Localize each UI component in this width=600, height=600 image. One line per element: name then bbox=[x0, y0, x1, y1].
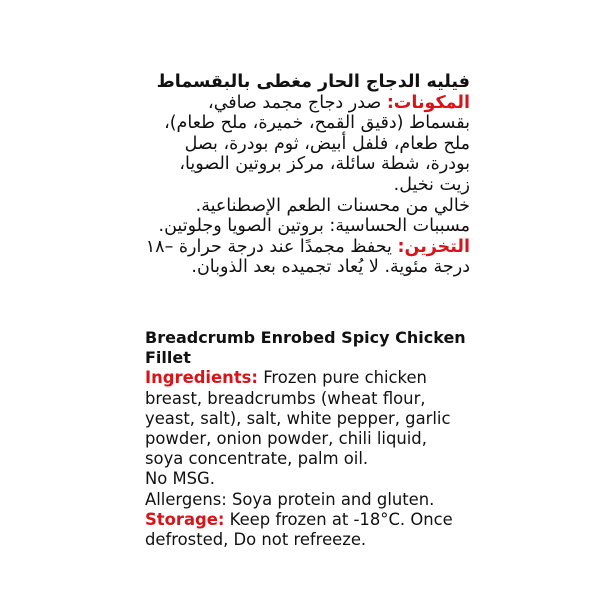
english-product-title: Breadcrumb Enrobed Spicy Chicken Fillet bbox=[145, 328, 466, 368]
arabic-ingredients bbox=[145, 93, 470, 196]
english-storage-heading: Storage: bbox=[145, 509, 225, 529]
arabic-ingredients-text: صدر دجاج مجمد صافي، بقسماط (دقيق القمح، خميرة، ملح طعام)، ملح طعام، فلفل أبيض، ثوم بودرة، بصل بودرة، شطة سائلة، مركز بروتين الصويا، زيت نخيل. bbox=[164, 92, 470, 195]
english-ingredients-text: Frozen pure chicken breast, breadcrumbs (wheat flour, yeast, salt), salt, white pepper, garlic powder, onion powder, chili liquid, soya concentrate, palm oil. bbox=[145, 368, 451, 469]
arabic-product-title: فيليه الدجاج الحار مغطى بالبقسماط bbox=[156, 72, 470, 92]
arabic-storage bbox=[145, 237, 470, 278]
arabic-ingredients-heading: المكونات: bbox=[386, 92, 470, 113]
arabic-no-msg: خالي من محسنات الطعم الإصطناعية. bbox=[195, 195, 470, 216]
arabic-label bbox=[145, 72, 470, 278]
english-storage bbox=[145, 510, 470, 550]
english-ingredients bbox=[145, 368, 470, 469]
arabic-storage-heading: التخزين: bbox=[397, 236, 470, 257]
arabic-allergens: مسببات الحساسية: بروتين الصويا وجلوتين. bbox=[158, 216, 470, 237]
english-no-msg: No MSG. bbox=[145, 469, 215, 489]
arabic-storage-text: يحفظ مجمدًا عند درجة حرارة –١٨ درجة مئوية. لا يُعاد تجميده بعد الذوبان. bbox=[145, 236, 470, 278]
english-ingredients-heading: Ingredients: bbox=[145, 368, 258, 388]
english-storage-text: Keep frozen at -18°C. Once defrosted, Do not refreeze. bbox=[145, 509, 453, 550]
english-allergens: Allergens: Soya protein and gluten. bbox=[145, 489, 435, 509]
english-label bbox=[145, 328, 470, 550]
